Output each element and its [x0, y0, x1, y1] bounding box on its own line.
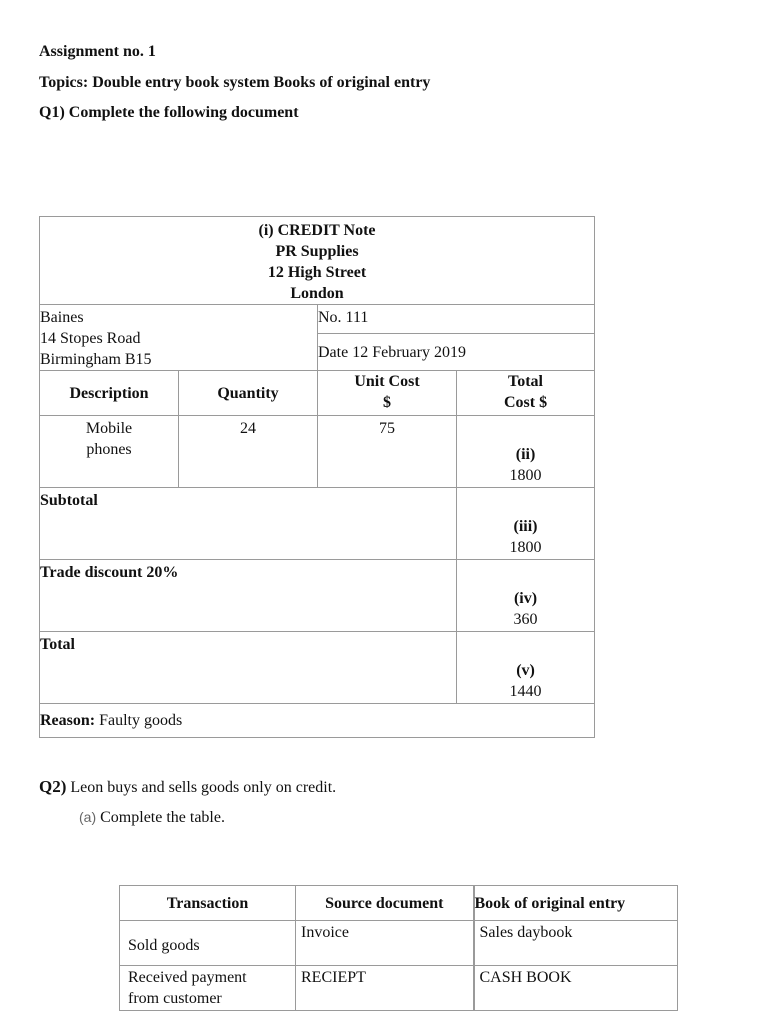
customer-address — [40, 305, 318, 371]
row2-source: RECIEPT — [296, 966, 474, 1011]
col-total-cost — [457, 371, 595, 416]
topics-line: Topics: Double entry book system Books of original entry — [39, 74, 431, 91]
credit-note-number: No. 111 — [318, 305, 595, 334]
row2-book: CASH BOOK — [474, 966, 678, 1011]
item-description-line2: phones — [86, 441, 132, 458]
credit-note-header — [40, 217, 595, 305]
discount-label: Trade discount 20% — [40, 560, 457, 632]
col-description: Description — [40, 371, 179, 416]
discount-marker: (iv) — [513, 590, 538, 607]
customer-name: Baines — [40, 309, 84, 326]
row2-transaction-line2: from customer — [128, 990, 222, 1007]
credit-note-date: Date 12 February 2019 — [318, 334, 595, 371]
header-book: Book of original entry — [474, 886, 678, 921]
transactions-table — [119, 885, 678, 1011]
credit-note-title: (i) CREDIT Note — [258, 222, 376, 239]
col-quantity: Quantity — [179, 371, 318, 416]
header-transaction: Transaction — [120, 886, 296, 921]
q2a-label: (a) — [79, 809, 97, 825]
item-description-line1: Mobile — [85, 420, 133, 437]
discount-amount — [457, 560, 595, 632]
assignment-title: Assignment no. 1 — [39, 43, 156, 60]
supplier-name: PR Supplies — [275, 243, 359, 260]
subtotal-label: Subtotal — [40, 488, 457, 560]
total-value: 1440 — [509, 683, 542, 700]
header-source-document: Source document — [296, 886, 474, 921]
reason-value: Faulty goods — [95, 712, 183, 729]
item-description — [40, 416, 179, 488]
row2-transaction-line1: Received payment — [128, 969, 247, 986]
total-label: Total — [40, 632, 457, 704]
customer-street: 14 Stopes Road — [40, 330, 141, 347]
discount-value: 360 — [513, 611, 538, 628]
col-total-cost-currency: Cost $ — [503, 394, 548, 411]
item-total — [457, 416, 595, 488]
item-total-value: 1800 — [509, 467, 542, 484]
q1-instruction: Q1) Complete the following document — [39, 104, 299, 121]
row2-transaction — [120, 966, 296, 1011]
reason-label: Reason: — [40, 712, 96, 729]
row1-transaction: Sold goods — [120, 921, 296, 966]
item-quantity: 24 — [179, 416, 318, 488]
q2a-text: Complete the table. — [100, 809, 225, 826]
row1-book: Sales daybook — [474, 921, 678, 966]
item-unit-cost: 75 — [318, 416, 457, 488]
customer-city: Birmingham B15 — [40, 351, 152, 368]
supplier-street: 12 High Street — [267, 264, 367, 281]
q2-label: Q2) — [39, 777, 67, 796]
subtotal-amount — [457, 488, 595, 560]
total-amount — [457, 632, 595, 704]
subtotal-value: 1800 — [509, 539, 542, 556]
item-total-marker: (ii) — [515, 446, 536, 463]
supplier-city: London — [290, 285, 344, 302]
col-total-cost-label: Total — [508, 373, 543, 390]
credit-note-table — [39, 216, 595, 738]
reason-row — [40, 704, 595, 738]
row1-source: Invoice — [296, 921, 474, 966]
subtotal-marker: (iii) — [513, 518, 538, 535]
col-unit-cost-label: Unit Cost — [354, 373, 420, 390]
col-unit-cost-currency: $ — [383, 394, 391, 411]
q2-text: Leon buys and sells goods only on credit. — [66, 779, 337, 796]
col-unit-cost — [318, 371, 457, 416]
q2a-instruction — [79, 807, 225, 828]
q2-question — [39, 777, 336, 798]
total-marker: (v) — [516, 662, 535, 679]
